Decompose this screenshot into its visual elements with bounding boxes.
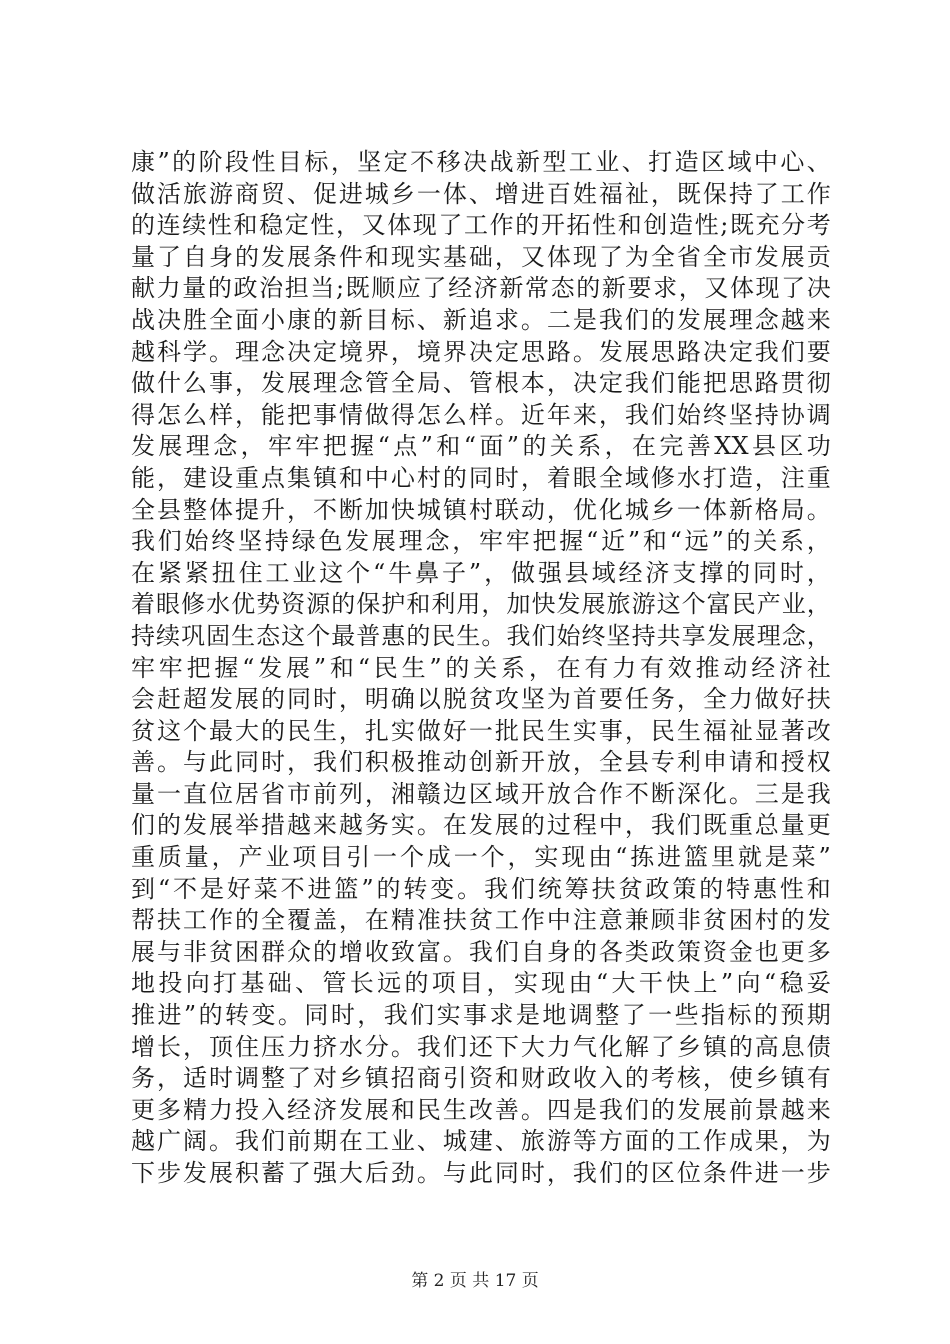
document-body: [131, 147, 831, 1190]
body-line: 战决胜全面小康的新目标、新追求。二是我们的发展理念越来: [131, 305, 831, 334]
body-line: 们的发展举措越来越务实。在发展的过程中，我们既重总量更: [131, 811, 831, 840]
body-line: 贫这个最大的民生，扎实做好一批民生实事，民生福祉显著改: [131, 716, 831, 745]
body-line: 着眼修水优势资源的保护和利用，加快发展旅游这个富民产业，: [131, 590, 831, 619]
body-line: 地投向打基础、管长远的项目，实现由“大干快上”向“稳妥: [131, 969, 831, 998]
body-line: 善。与此同时，我们积极推动创新开放，全县专利申请和授权: [131, 748, 831, 777]
body-line: 务，适时调整了对乡镇招商引资和财政收入的考核，使乡镇有: [131, 1064, 831, 1093]
body-line: 帮扶工作的全覆盖，在精准扶贫工作中注意兼顾非贫困村的发: [131, 906, 831, 935]
body-line: 做什么事，发展理念管全局、管根本，决定我们能把思路贯彻: [131, 369, 831, 398]
body-line: 发展理念，牢牢把握“点”和“面”的关系，在完善XX县区功: [131, 432, 831, 461]
body-line: 得怎么样，能把事情做得怎么样。近年来，我们始终坚持协调: [131, 400, 831, 429]
page-number-footer: 第 2 页 共 17 页: [411, 1271, 539, 1291]
body-line: 量一直位居省市前列，湘赣边区域开放合作不断深化。三是我: [131, 779, 831, 808]
body-line: 的连续性和稳定性，又体现了工作的开拓性和创造性;既充分考: [131, 211, 831, 240]
body-line: 我们始终坚持绿色发展理念，牢牢把握“近”和“远”的关系，: [131, 527, 831, 556]
body-line: 康”的阶段性目标，坚定不移决战新型工业、打造区域中心、: [131, 148, 831, 176]
body-line: 能，建设重点集镇和中心村的同时，着眼全域修水打造，注重: [131, 463, 831, 492]
body-line: 牢牢把握“发展”和“民生”的关系，在有力有效推动经济社: [131, 653, 831, 682]
body-line: 重质量，产业项目引一个成一个，实现由“拣进篮里就是菜”: [131, 843, 831, 872]
body-line: 越科学。理念决定境界，境界决定思路。发展思路决定我们要: [131, 337, 831, 366]
body-line: 展与非贫困群众的增收致富。我们自身的各类政策资金也更多: [131, 937, 831, 966]
body-line: 做活旅游商贸、促进城乡一体、增进百姓福祉，既保持了工作: [131, 179, 831, 208]
body-line: 持续巩固生态这个最普惠的民生。我们始终坚持共享发展理念，: [131, 621, 831, 650]
body-line: 在紧紧扭住工业这个“牛鼻子”，做强县域经济支撑的同时，: [131, 558, 831, 587]
body-line: 会赶超发展的同时，明确以脱贫攻坚为首要任务，全力做好扶: [131, 685, 831, 714]
body-line: 量了自身的发展条件和现实基础，又体现了为全省全市发展贡: [131, 242, 831, 271]
body-line: 全县整体提升，不断加快城镇村联动，优化城乡一体新格局。: [131, 495, 831, 524]
body-line: 更多精力投入经济发展和民生改善。四是我们的发展前景越来: [131, 1095, 831, 1124]
body-line: 增长，顶住压力挤水分。我们还下大力气化解了乡镇的高息债: [131, 1032, 831, 1061]
body-line: 下步发展积蓄了强大后劲。与此同时，我们的区位条件进一步: [131, 1159, 831, 1187]
body-line: 越广阔。我们前期在工业、城建、旅游等方面的工作成果，为: [131, 1127, 831, 1156]
body-line: 献力量的政治担当;既顺应了经济新常态的新要求，又体现了决: [131, 274, 831, 303]
body-line: 推进”的转变。同时，我们实事求是地调整了一些指标的预期: [131, 1001, 831, 1030]
body-line: 到“不是好菜不进篮”的转变。我们统筹扶贫政策的特惠性和: [131, 874, 831, 903]
